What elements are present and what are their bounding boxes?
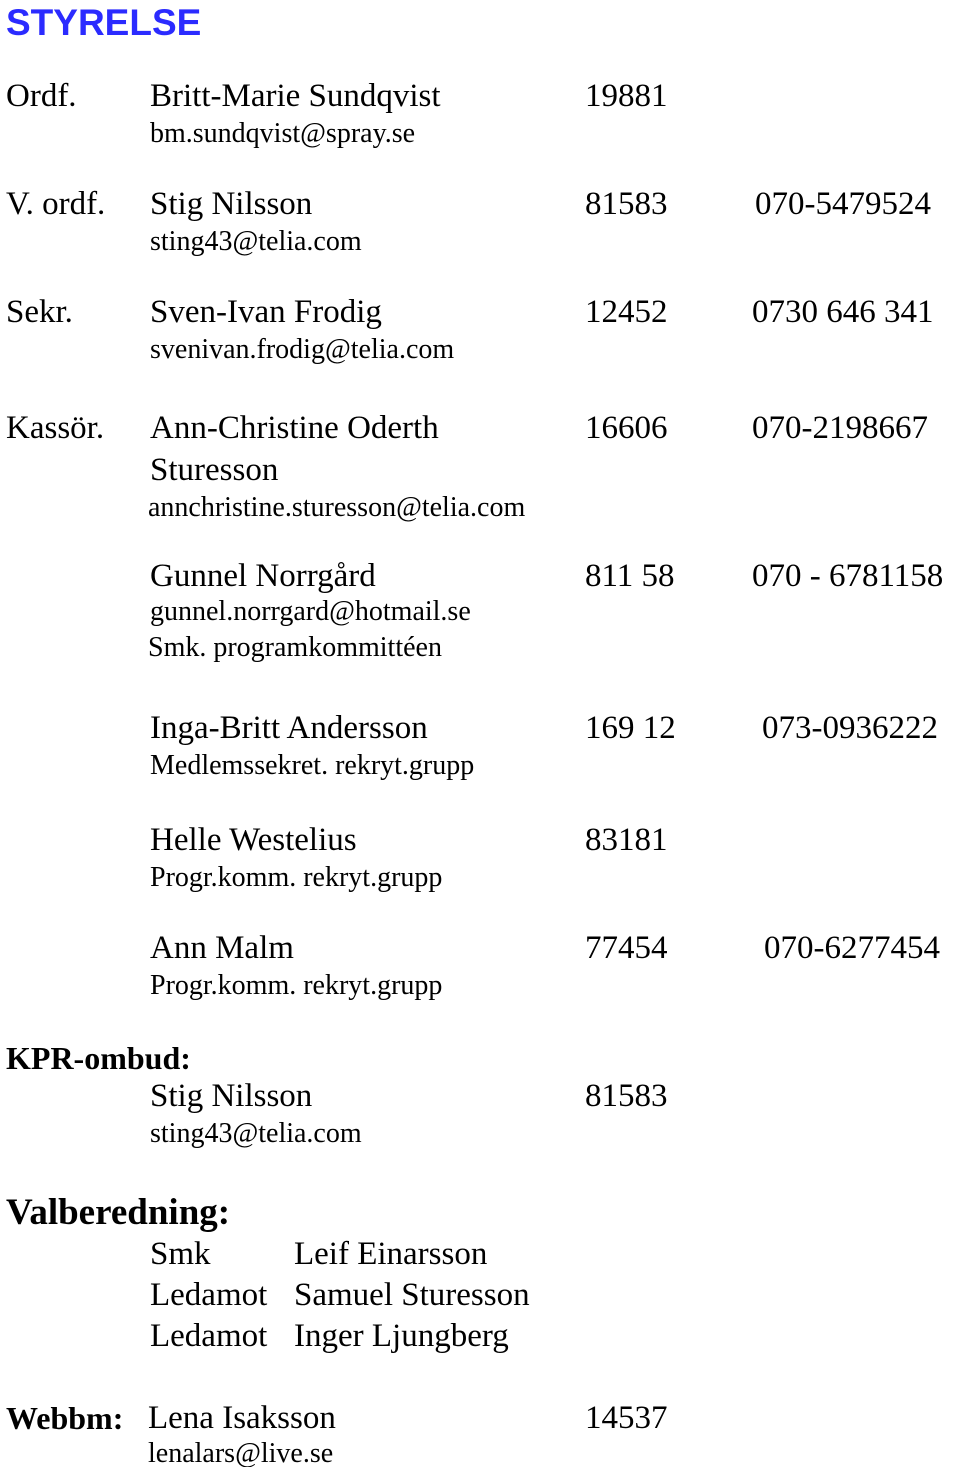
member-code: 77454: [585, 930, 668, 966]
member-email: annchristine.sturesson@telia.com: [148, 492, 526, 523]
member-note: Medlemssekret. rekryt.grupp: [150, 750, 475, 781]
member-phone: 070-2198667: [752, 410, 928, 446]
member-code: 16606: [585, 410, 668, 446]
kpr-name: Stig Nilsson: [150, 1078, 313, 1114]
webbm-email: lenalars@live.se: [148, 1438, 334, 1467]
role-label: V. ordf.: [6, 186, 106, 222]
webbm-code: 14537: [585, 1400, 668, 1436]
valberedning-name: Leif Einarsson: [294, 1236, 488, 1272]
member-phone: 0730 646 341: [752, 294, 934, 330]
member-name: Inga-Britt Andersson: [150, 710, 428, 746]
valberedning-role: Smk: [150, 1236, 211, 1272]
kpr-code: 81583: [585, 1078, 668, 1114]
member-email: sting43@telia.com: [150, 226, 362, 257]
member-name: Ann Malm: [150, 930, 294, 966]
member-email: gunnel.norrgard@hotmail.se: [150, 596, 471, 627]
role-label: Ordf.: [6, 78, 77, 114]
webbm-name: Lena Isaksson: [148, 1400, 336, 1436]
valberedning-role: Ledamot: [150, 1277, 268, 1313]
member-code: 811 58: [585, 558, 675, 594]
member-phone: 070 - 6781158: [752, 558, 944, 594]
kpr-email: sting43@telia.com: [150, 1118, 362, 1149]
member-code: 12452: [585, 294, 668, 330]
member-code: 169 12: [585, 710, 676, 746]
member-name: Sven-Ivan Frodig: [150, 294, 382, 330]
kpr-heading: KPR-ombud:: [6, 1040, 191, 1076]
member-phone: 070-6277454: [764, 930, 940, 966]
valberedning-heading: Valberedning:: [6, 1192, 231, 1233]
member-phone: 073-0936222: [762, 710, 938, 746]
member-code: 81583: [585, 186, 668, 222]
member-email: svenivan.frodig@telia.com: [150, 334, 455, 365]
role-label: Sekr.: [6, 294, 73, 330]
webbm-heading: Webbm:: [6, 1400, 124, 1436]
member-code: 19881: [585, 78, 668, 114]
member-note: Smk. programkommittéen: [148, 632, 442, 663]
valberedning-name: Samuel Sturesson: [294, 1277, 530, 1313]
valberedning-role: Ledamot: [150, 1318, 268, 1354]
role-label: Kassör.: [6, 410, 105, 446]
member-code: 83181: [585, 822, 668, 858]
member-name: Ann-Christine Oderth: [150, 410, 439, 446]
member-name: Helle Westelius: [150, 822, 357, 858]
member-name: Stig Nilsson: [150, 186, 313, 222]
member-name: Gunnel Norrgård: [150, 558, 376, 594]
member-email: bm.sundqvist@spray.se: [150, 118, 416, 149]
member-phone: 070-5479524: [755, 186, 931, 222]
page-title: STYRELSE: [6, 2, 202, 43]
member-name: Britt-Marie Sundqvist: [150, 78, 441, 114]
member-note: Progr.komm. rekryt.grupp: [150, 970, 443, 1001]
valberedning-name: Inger Ljungberg: [294, 1318, 509, 1354]
member-note: Progr.komm. rekryt.grupp: [150, 862, 443, 893]
member-name-continued: Sturesson: [150, 452, 279, 488]
